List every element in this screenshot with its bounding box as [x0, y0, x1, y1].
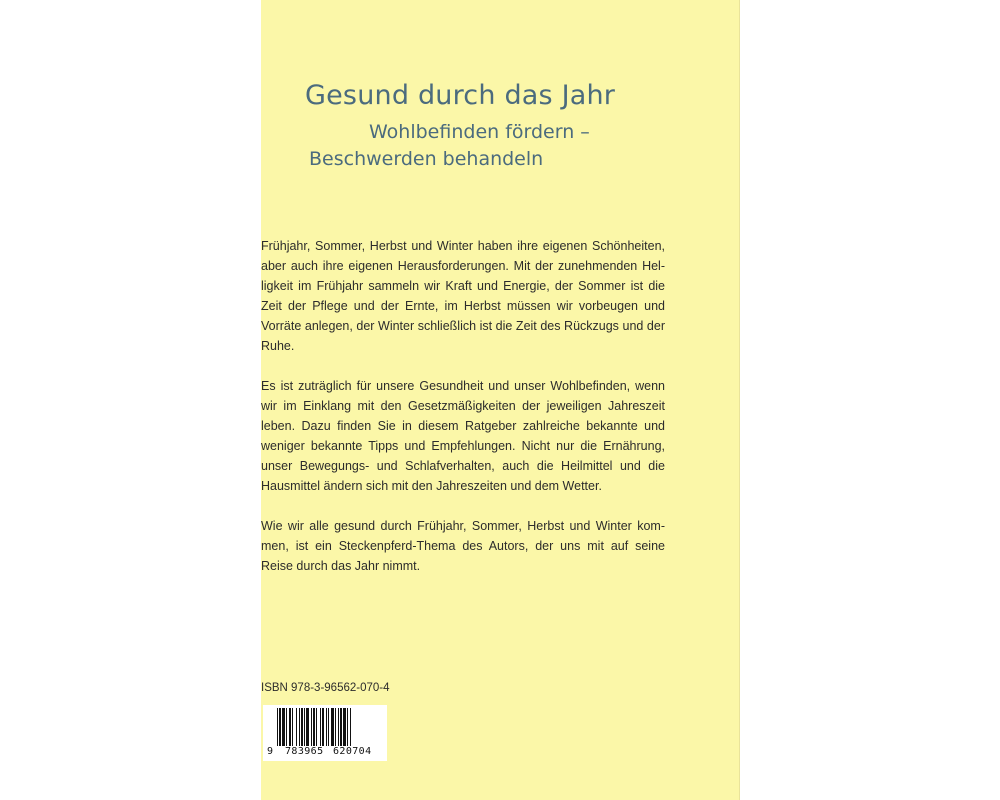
barcode-digits [263, 746, 387, 759]
blurb-text [261, 236, 665, 596]
book-back-cover [261, 0, 739, 800]
barcode-left-group: 783965 [285, 746, 324, 757]
isbn-number: ISBN 978-3-96562-070-4 [261, 682, 390, 694]
blurb-paragraph: Wie wir alle gesund durch Frühjahr, Sommer, Herbst und Winter kommen, ist ein Steckenpferd-Thema des Autors, der uns mit auf seine Reise durch das Jahr nimmt. [261, 519, 665, 573]
blurb-paragraph: Frühjahr, Sommer, Herbst und Winter haben ihre eigenen Schönheiten, aber auch ihre eigenen Herausforderungen. Mit der zunehmenden Helligkeit im Frühjahr sammeln wir Kraft und Energie, der Sommer ist die Zeit der Pflege und der Ernte, im Herbst müssen wir vorbeugen und Vorräte anlegen, der Winter schließlich ist die Zeit des Rückzugs und der Ruhe. [261, 239, 665, 353]
book-title: Gesund durch das Jahr [305, 80, 616, 111]
barcode-lead-digit: 9 [267, 746, 274, 757]
barcode-bars-icon [277, 708, 377, 746]
barcode-right-group: 620704 [333, 746, 372, 757]
isbn-barcode [263, 705, 387, 761]
book-subtitle-line-2: Beschwerden behandeln [309, 148, 544, 170]
book-subtitle-line-1: Wohlbefinden fördern – [369, 121, 590, 143]
blurb-paragraph: Es ist zuträglich für unsere Gesundheit und unser Wohlbefinden, wenn wir im Einklang mit den Gesetzmäßigkeiten der jeweiligen Jahreszeit leben. Dazu finden Sie in diesem Ratgeber zahlreiche bekannte und weniger bekannte Tipps und Empfehlungen. Nicht nur die Ernährung, unser Bewegungs- und Schlafverhalten, auch die Heilmittel und die Hausmittel ändern sich mit den Jahreszeiten und dem Wetter. [261, 379, 665, 493]
